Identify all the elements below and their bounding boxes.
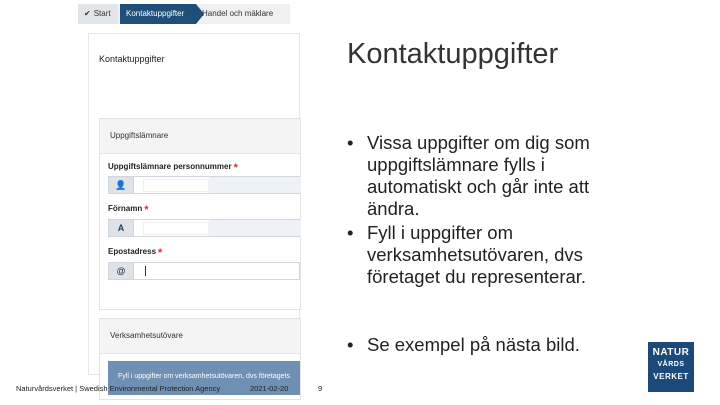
- bullet-list: [343, 132, 643, 288]
- bullet-item: • Vissa uppgifter om dig som uppgiftslämnare fylls i automatiskt och går inte att ändra.: [347, 132, 590, 219]
- footer-date: 2021-02-20: [250, 384, 289, 393]
- fornamn-label: Förnamn *: [108, 204, 149, 216]
- step-kontaktuppgifter[interactable]: [120, 4, 196, 24]
- required-asterisk: *: [233, 162, 238, 174]
- epostadress-field[interactable]: [108, 262, 300, 280]
- slide-title: Kontaktuppgifter: [347, 38, 559, 70]
- footer-organization: Naturvårdsverket | Swedish Environmental Protection Agency: [16, 384, 221, 393]
- checkmark-icon: ✔: [84, 9, 91, 18]
- card-header: [100, 119, 300, 154]
- panel-title: Kontaktuppgifter: [99, 54, 165, 64]
- person-icon: 👤: [109, 177, 134, 193]
- at-sign-icon: @: [109, 263, 134, 279]
- fornamn-field[interactable]: [108, 219, 300, 237]
- step-start-label: Start: [93, 9, 111, 18]
- step-progress-bar: [78, 4, 290, 24]
- banner-text: Fyll i uppgifter om verksamhetsutövaren, dvs företagets: [118, 373, 290, 380]
- section-title: Verksamhetsutövare: [110, 331, 183, 340]
- naturvardsverket-logo: NATUR VÅRDS VERKET: [648, 342, 694, 392]
- card-uppgiftslamnare: [99, 118, 301, 310]
- personnummer-label: Uppgiftslämnare personnummer *: [108, 162, 238, 174]
- personnummer-field[interactable]: [108, 176, 300, 194]
- card-header: [100, 319, 300, 354]
- redacted-value: [143, 222, 209, 235]
- form-screenshot: [78, 0, 290, 380]
- step-start[interactable]: [78, 4, 118, 24]
- step-active-label: Kontaktuppgifter: [126, 9, 185, 18]
- step-next-label: Handel och mäklare: [202, 9, 274, 18]
- step-handel[interactable]: [202, 4, 273, 24]
- bullet-item: • Se exempel på nästa bild.: [347, 334, 580, 355]
- required-asterisk: *: [144, 204, 149, 216]
- field-fill: [209, 177, 301, 193]
- letter-a-icon: A: [109, 220, 134, 236]
- text-caret: [145, 266, 146, 276]
- form-panel: [88, 33, 300, 380]
- field-fill: [209, 220, 301, 236]
- bullet-item: • Fyll i uppgifter om verksamhetsutövaren, dvs företaget du representerar.: [347, 222, 587, 287]
- epostadress-label: Epostadress *: [108, 247, 163, 259]
- redacted-value: [143, 179, 209, 192]
- section-title: Uppgiftslämnare: [110, 131, 169, 140]
- footer-page-number: 9: [318, 384, 323, 393]
- required-asterisk: *: [158, 247, 163, 259]
